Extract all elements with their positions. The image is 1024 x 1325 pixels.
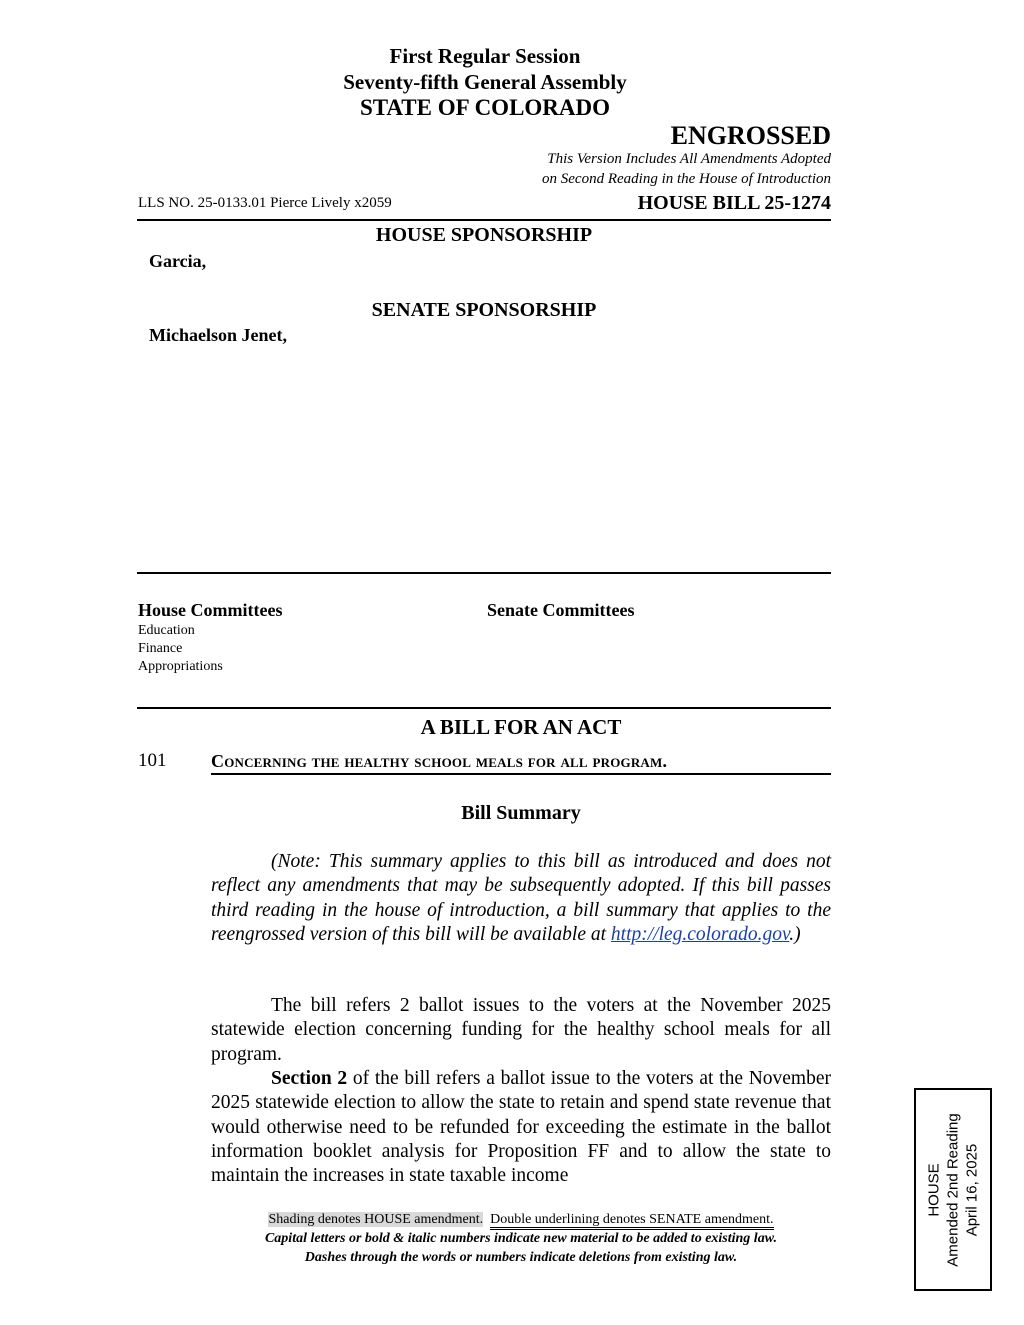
state-label: STATE OF COLORADO [359,95,611,120]
stamp-status: Amended 2nd Reading [944,1112,962,1267]
summary-paragraph-2 [211,1067,831,1188]
legend-dashes: Dashes through the words or numbers indicate deletions from existing law. [304,1250,738,1265]
leg-link[interactable]: http://leg.colorado.gov [610,923,790,945]
act-title: A BILL FOR AN ACT [420,715,622,739]
paragraph-text: The bill refers 2 ballot issues to the voters at the November 2025 statewide election concerning funding for the healthy school meals for all program. [211,995,831,1065]
section-reference: Section 2 [271,1068,348,1089]
version-label: ENGROSSED [670,121,831,150]
house-committees-heading: House Committees [138,600,283,620]
bill-summary-heading: Bill Summary [461,802,581,824]
divider [137,219,831,221]
note-text: (Note: This summary applies to this bill as introduced and does not reflect any amendments that may be subsequently adopted. If this bill passes third reading in the house of introduction, a bill summary that applies to the reengrossed version of this bill will be available at [211,851,831,945]
assembly-label: Seventy-fifth General Assembly [343,70,627,94]
session-label: First Regular Session [389,44,581,68]
committee-item: Finance [138,641,183,656]
senate-committees-heading: Senate Committees [487,600,635,620]
committee-item: Education [138,623,195,638]
committee-item: Appropriations [138,659,223,674]
legend-double-underline: Double underlining denotes SENATE amendment. [490,1212,773,1230]
house-sponsors: Garcia, [149,251,207,271]
divider [137,572,831,574]
version-note-2: on Second Reading in the House of Introduction [542,171,831,187]
house-sponsorship-heading: HOUSE SPONSORSHIP [375,224,593,246]
concerning-clause: Concerning the healthy school meals for all program. [211,751,831,775]
note-end: .) [789,923,801,945]
stamp-date: April 16, 2025 [963,1143,981,1236]
lls-number: LLS NO. 25-0133.01 Pierce Lively x2059 [138,195,392,211]
house-committees-list [138,622,223,676]
senate-sponsors: Michaelson Jenet, [149,325,287,345]
amendment-legend [137,1210,905,1267]
summary-paragraph-1 [211,994,831,1067]
paragraph-text: of the bill refers a ballot issue to the voters at the November 2025 statewide election to allow the state to retain and spend state revenue that would otherwise need to be refunded for exceeding the estimate in the ballot information booklet analysis for Proposition FF and to allow the state to maintain the increases in state taxable income [211,1068,832,1187]
legend-capitals: Capital letters or bold & italic numbers indicate new material to be added to existing law. [264,1231,778,1246]
legend-shading: Shading denotes HOUSE amendment. [268,1212,484,1227]
summary-note [211,850,831,947]
line-number: 101 [138,750,167,771]
amendment-stamp [914,1088,992,1291]
divider [137,707,831,709]
stamp-chamber: HOUSE [925,1162,943,1217]
bill-number: HOUSE BILL 25-1274 [637,192,831,214]
senate-sponsorship-heading: SENATE SPONSORSHIP [371,299,597,321]
version-note-1: This Version Includes All Amendments Adopted [547,151,831,167]
